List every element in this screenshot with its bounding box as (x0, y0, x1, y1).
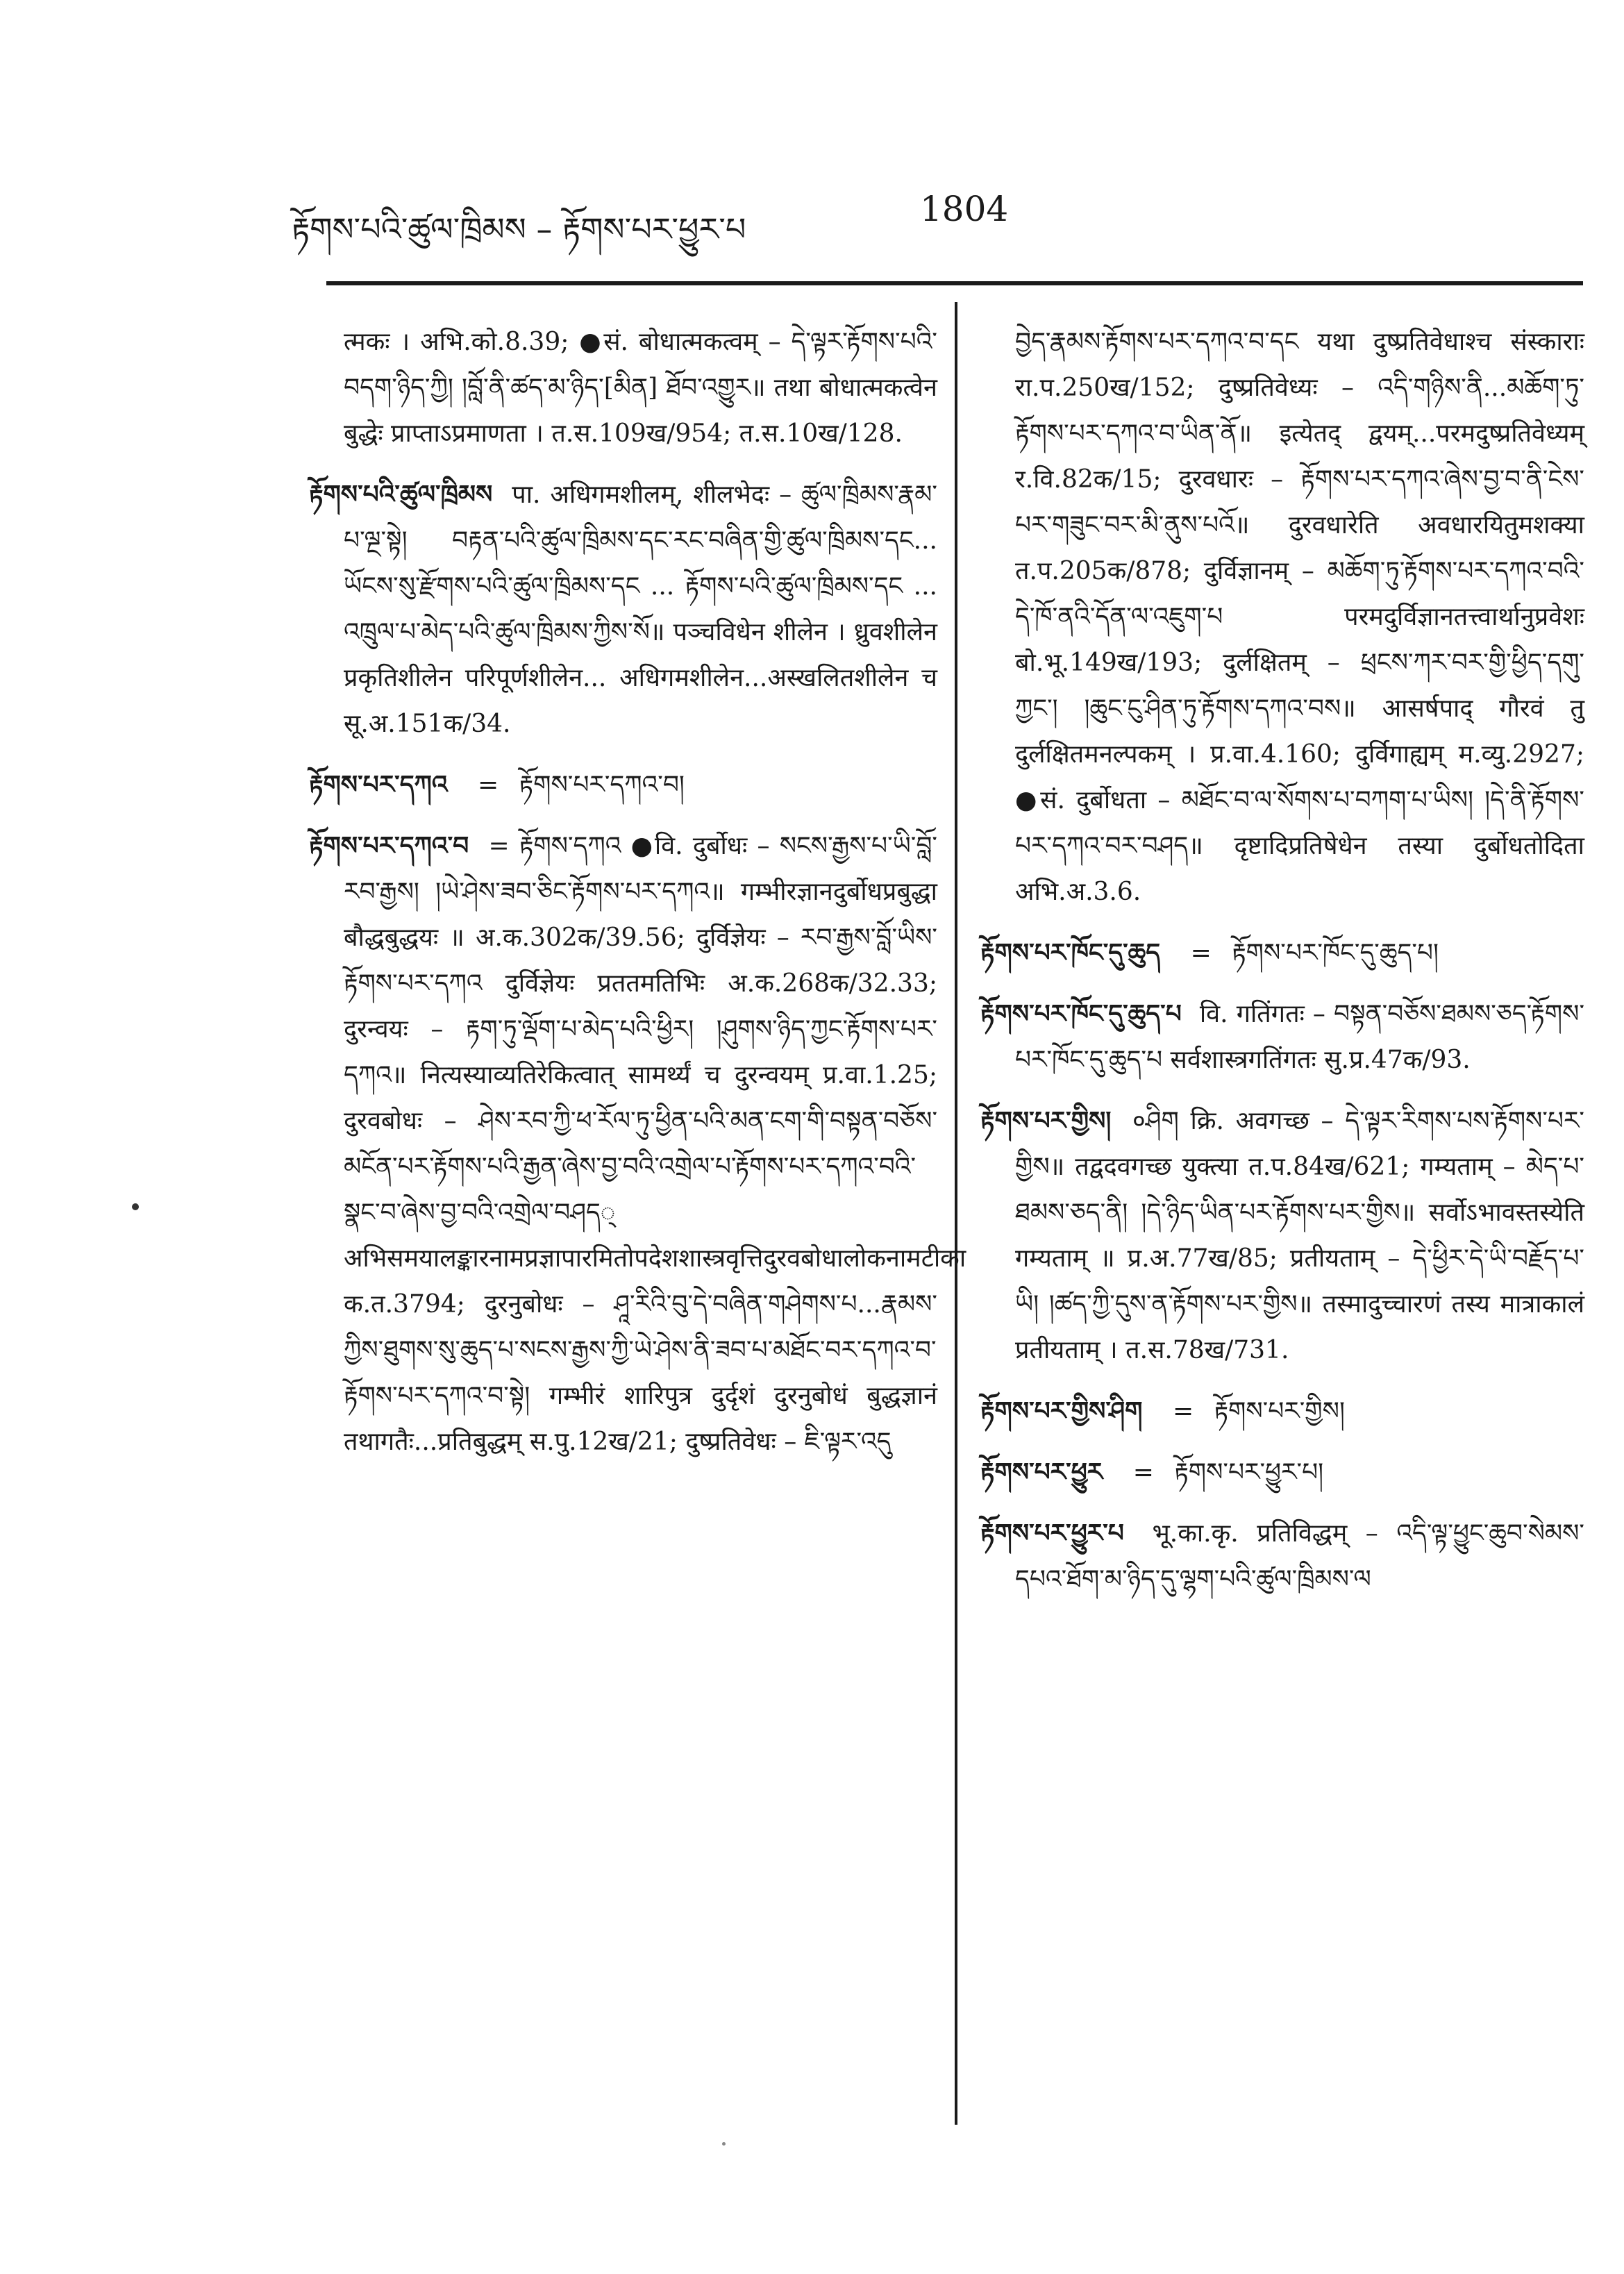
entry-body: རྟོགས་པར་ཁོང་དུ་ཆུད་པ། (1232, 939, 1439, 967)
entry-headword: རྟོགས་པར་ཕྱུར (980, 1458, 1103, 1487)
dictionary-entry (980, 1098, 1584, 1373)
left-column (309, 319, 966, 1480)
entry-body: རྟོགས་པར་དཀའ་བ། (519, 771, 685, 799)
dictionary-entry (980, 1511, 1584, 1603)
dictionary-entry (980, 992, 1584, 1083)
dictionary-entry (309, 762, 937, 808)
margin-mark (132, 1203, 139, 1210)
entry-body: त्मकः । अभि.को.8.39; ●सं. बोधात्मकत्वम् – དེ་ལྟར་རྟོགས་པའི་བདག་ཉིད་ཀྱི། །བློ་ནི་ཚད་མ་ཉིད་[མིན] ཐོབ་འགྱུར॥ तथा बोधात्मकत्वेन बुद्धेः प्राप्ताऽप्रमाणता । त.स.109ख/954; त.स.10ख/128. (344, 328, 937, 448)
guide-words: རྟོགས་པའི་ཚུལ་ཁྲིམས – རྟོགས་པར་ཕྱུར་པ (292, 210, 746, 248)
entry-body: ०ཤིག क्रि. अवगच्छ – དེ་ལྟར་རིགས་པས་རྟོགས་པར་གྱིས॥ तद्वदवगच्छ युक्त्या त.प.84ख/621; गम्यताम् – མེད་པ་ཐམས་ཅད་ནི། །དེ་ཉིད་ཡིན་པར་རྟོགས་པར་གྱིས॥ सर्वोऽभावस्तस्येति गम्यताम् ॥ प्र.अ.77ख/85; प्रतीयताम् – དེ་ཕྱིར་དེ་ཡི་བརྗོད་པ་ཡི། །ཚད་ཀྱི་དུས་ན་རྟོགས་པར་གྱིས॥ तस्मादुच्चारणं तस्य मात्राकालं प्रतीयताम् । त.स.78ख/731. (1015, 1107, 1584, 1364)
header-rule (326, 281, 1583, 285)
entry-body: རྟོགས་པར་ཕྱུར་པ། (1174, 1458, 1324, 1487)
entry-body: भू.का.कृ. प्रतिविद्धम् – འདི་ལྟ་ཕྱུང་ཆུབ་སེམས་དཔའ་ཐོག་མ་ཉིད་དུ་ལྷག་པའི་ཚུལ་ཁྲིམས་ལ (1015, 1519, 1584, 1594)
entry-headword: རྟོགས་པར་ཁོང་དུ་ཆུད་པ (980, 1000, 1182, 1028)
dictionary-entry (309, 824, 966, 1465)
entry-body: བྱེད་རྣམས་རྟོགས་པར་དཀའ་བ་དང यथा दुष्प्रतिवेधाश्च संस्काराः रा.प.250ख/152; दुष्प्रतिवेध्यः – འདི་གཉིས་ནི...མཆོག་ཏུ་རྟོགས་པར་དཀའ་བ་ཡིན་ནོ॥ इत्येतद् द्वयम्...परमदुष्प्रतिवेध्यम् र.वि.82क/15; दुरवधारः – རྟོགས་པར་དཀའ་ཞེས་བྱ་བ་ནི་ངེས་པར་གཟུང་བར་མི་ནུས་པའོ॥ दुरवधारेति अवधारयितुमशक्या त.प.205क/878; दुर्विज्ञानम् – མཆོག་ཏུ་རྟོགས་པར་དཀའ་བའི་དེ་ཁོ་ནའི་དོན་ལ་འཇུག་པ परमदुर्विज्ञानतत्त्वार्थानुप्रवेशः बो.भू.149ख/193; दुर्लक्षितम् – ཕྲངས་ཀར་བར་གྱི་ཕྱིད་དགུ་ཀྱང་། །ཆུང་ངུ་ཤིན་ཏུ་རྟོགས་དཀའ་བས॥ आसर्षपाद् गौरवं तु दुर्लक्षितमनल्पकम् । प्र.वा.4.160; दुर्विगाह्यम् म.व्यु.2927; ●सं. दुर्बोधता – མཐོང་བ་ལ་སོགས་པ་བཀག་པ་ཡིས། །དེ་ནི་རྟོགས་པར་དཀའ་བར་བཤད॥ दृष्टादिप्रतिषेधेन तस्या दुर्बोधतोदिता अभि.अ.3.6. (1015, 328, 1584, 906)
dictionary-entry (980, 1450, 1584, 1496)
entry-body: རྟོགས་པར་གྱིས། (1214, 1397, 1345, 1426)
equals-sign: = (478, 771, 499, 799)
entry-body: = རྟོགས་དཀའ ●वि. दुर्बोधः – སངས་རྒྱས་པ་ཡི་བློ་རབ་རྒྱས། །ཡེ་ཤེས་ཟབ་ཅིང་རྟོགས་པར་དཀའ॥ गम्भीरज्ञानदुर्बोधप्रबुद्धा बौद्धबुद्धयः ॥ अ.क.302क/39.56; दुर्विज्ञेयः – རབ་རྒྱས་བློ་ཡིས་རྟོགས་པར་དཀའ दुर्विज्ञेयः प्रततमतिभिः अ.क.268क/32.33; दुरन्वयः – རྟག་ཏུ་ལྡོག་པ་མེད་པའི་ཕྱིར། །ཤུགས་ཉིད་ཀྱང་རྟོགས་པར་དཀའ॥ नित्यस्याव्यतिरेकित्वात् सामर्थ्यं च दुरन्वयम् प्र.वा.1.25; दुरवबोधः – ཤེས་རབ་ཀྱི་ཕ་རོལ་ཏུ་ཕྱིན་པའི་མན་ངག་གི་བསྟན་བཅོས་མངོན་པར་རྟོགས་པའི་རྒྱན་ཞེས་བྱ་བའི་འགྲེལ་པ་རྟོགས་པར་དཀའ་བའི་སྣང་བ་ཞེས་བྱ་བའི་འགྲེལ་བཤད् अभिसमयालङ्कारनामप्रज्ञापारमितोपदेशशास्त्रवृत्तिदुरवबोधालोकनामटीका क.त.3794; दुरनुबोधः – ཤཱ་རིའི་བུ་དེ་བཞིན་གཤེགས་པ...རྣམས་ཀྱིས་ཐུགས་སུ་ཆུད་པ་སངས་རྒྱས་ཀྱི་ཡེ་ཤེས་ནི་ཟབ་པ་མཐོང་བར་དཀའ་བ་རྟོགས་པར་དཀའ་བ་སྟེ། गम्भीरं शारिपुत्र दुर्दृशं दुरनुबोधं बुद्धज्ञानं तथागतैः...प्रतिबुद्धम् स.पु.12ख/21; दुष्प्रतिवेधः – ཇི་ལྟར་འདུ (344, 832, 966, 1456)
entry-headword: རྟོགས་པའི་ཚུལ་ཁྲིམས (309, 480, 493, 509)
entry-headword: རྟོགས་པར་དཀའ (309, 771, 448, 799)
entry-body: वि. गतिंगतः – བསྟན་བཅོས་ཐམས་ཅད་རྟོགས་པར་ཁོང་དུ་ཆུད་པ सर्वशास्त्रगतिंगतः सु.प्र.47क/93. (1015, 1000, 1585, 1074)
dictionary-entry (309, 319, 937, 457)
equals-sign: = (1190, 939, 1212, 967)
page-number: 1804 (920, 189, 1009, 229)
entry-headword: རྟོགས་པར་ཕྱུར་པ (980, 1519, 1124, 1548)
entry-headword: རྟོགས་པར་དཀའ་བ (309, 832, 469, 860)
equals-sign: = (1132, 1458, 1154, 1487)
equals-sign: = (1172, 1397, 1194, 1426)
dictionary-entry (980, 930, 1584, 976)
dictionary-entry (980, 1389, 1584, 1435)
entry-body: पा. अधिगमशीलम्, शीलभेदः – ཚུལ་ཁྲིམས་རྣམ་པ་ལྔ་སྟེ། བརྟན་པའི་ཚུལ་ཁྲིམས་དང་རང་བཞིན་གྱི་ཚུལ་ཁྲིམས་དང... ཡོངས་སུ་རྫོགས་པའི་ཚུལ་ཁྲིམས་དང ... རྟོགས་པའི་ཚུལ་ཁྲིམས་དང ... འཁྲུལ་པ་མེད་པའི་ཚུལ་ཁྲིམས་ཀྱིས་སོ॥ पञ्चविधेन शीलेन । ध्रुवशीलेन प्रकृतिशीलेन परिपूर्णशीलेन... अधिगमशीलेन...अस्खलितशीलेन च सू.अ.151क/34. (344, 480, 937, 738)
dictionary-entry (309, 472, 937, 747)
entry-headword: རྟོགས་པར་གྱིས། (980, 1107, 1112, 1135)
entry-headword: རྟོགས་པར་ཁོང་དུ་ཆུད (980, 939, 1161, 967)
bottom-speck (722, 2142, 726, 2146)
column-divider (955, 302, 957, 2125)
right-column (980, 319, 1584, 1618)
entry-headword: རྟོགས་པར་གྱིས་ཤིག (980, 1397, 1143, 1426)
dictionary-entry (980, 319, 1584, 915)
running-header (292, 189, 1583, 251)
